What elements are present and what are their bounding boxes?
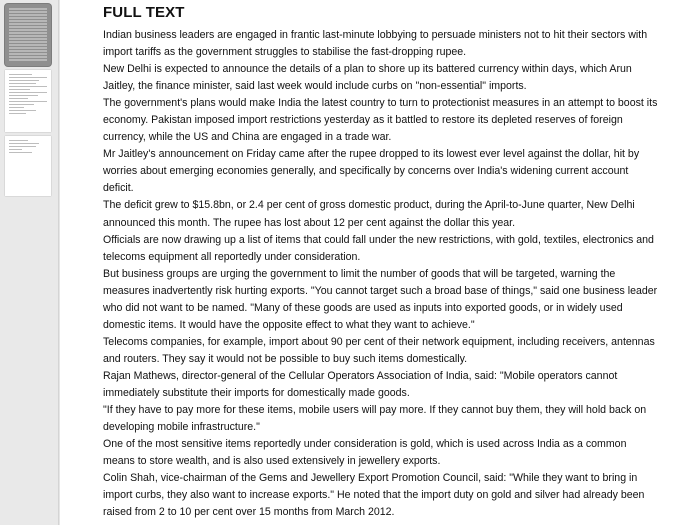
paragraph: New Delhi is expected to announce the details of a plan to shore up its battered currency within days, which Arun Jaitley, the finance minister, said last week would include curbs on "non-essential" imports.	[103, 63, 632, 93]
paragraph: The government's plans would make India the latest country to turn to protectionist measures in an attempt to boost its economy. Pakistan imposed import restrictions yesterday as it battled to restore its depleted reserves of foreign currency, while the US and China are engaged in a trade war.	[103, 97, 658, 144]
page-thumbnail-1[interactable]	[5, 4, 51, 66]
document-page	[60, 0, 700, 525]
page-title: FULL TEXT	[103, 4, 185, 21]
article-body	[103, 27, 659, 521]
paragraph: Indian business leaders are engaged in frantic last-minute lobbying to persuade ministers not to hit their sectors with import tariffs as the government struggles to stabilise the fast-dropping rupee.	[103, 29, 648, 59]
paragraph: Rajan Mathews, director-general of the Cellular Operators Association of India, said: "Mobile operators cannot immediately substitute their imports for domestically made goods.	[103, 369, 618, 399]
paragraph: Mr Jaitley's announcement on Friday came after the rupee dropped to its lowest ever level against the dollar, hit by worries about emerging economies generally, and specifically by concerns over India's widening current account deficit.	[103, 148, 640, 195]
thumbnail-sidebar[interactable]	[0, 0, 59, 525]
paragraph: One of the most sensitive items reportedly under consideration is gold, which is used across India as a common means to store wealth, and is also used extensively in jewellery exports.	[103, 438, 627, 468]
paragraph: The deficit grew to $15.8bn, or 2.4 per cent of gross domestic product, during the April-to-June quarter, New Delhi announced this month. The rupee has lost about 12 per cent against the dollar this year.	[103, 199, 635, 229]
paragraph: "If they have to pay more for these items, mobile users will pay more. If they cannot buy them, they will hold back on developing mobile infrastructure."	[103, 404, 647, 434]
paragraph: Telecoms companies, for example, import about 90 per cent of their network equipment, including receivers, antennas and routers. They say it would not be possible to buy such items domestically.	[103, 335, 655, 365]
paragraph: Officials are now drawing up a list of items that could fall under the new restrictions, with gold, textiles, electronics and telecoms equipment all reportedly under consideration.	[103, 233, 654, 263]
page-thumbnail-2[interactable]	[5, 70, 51, 132]
paragraph: Colin Shah, vice-chairman of the Gems and Jewellery Export Promotion Council, said: "While they want to bring in import curbs, they also want to increase exports." He noted that the import duty on gold and silver had already been raised from 2 to 10 per cent over 15 months from March 2012.	[103, 472, 645, 519]
paragraph: But business groups are urging the government to limit the number of goods that will be targeted, warning the measures inadvertently risk hurting exports. "You cannot target such a broad base of things," said one business leader who did not want to be named. "Many of these goods are used as inputs into exported goods, or in widely used domestic items. It would have the opposite effect to what they want to achieve."	[103, 267, 658, 331]
page-thumbnail-3[interactable]	[5, 136, 51, 196]
